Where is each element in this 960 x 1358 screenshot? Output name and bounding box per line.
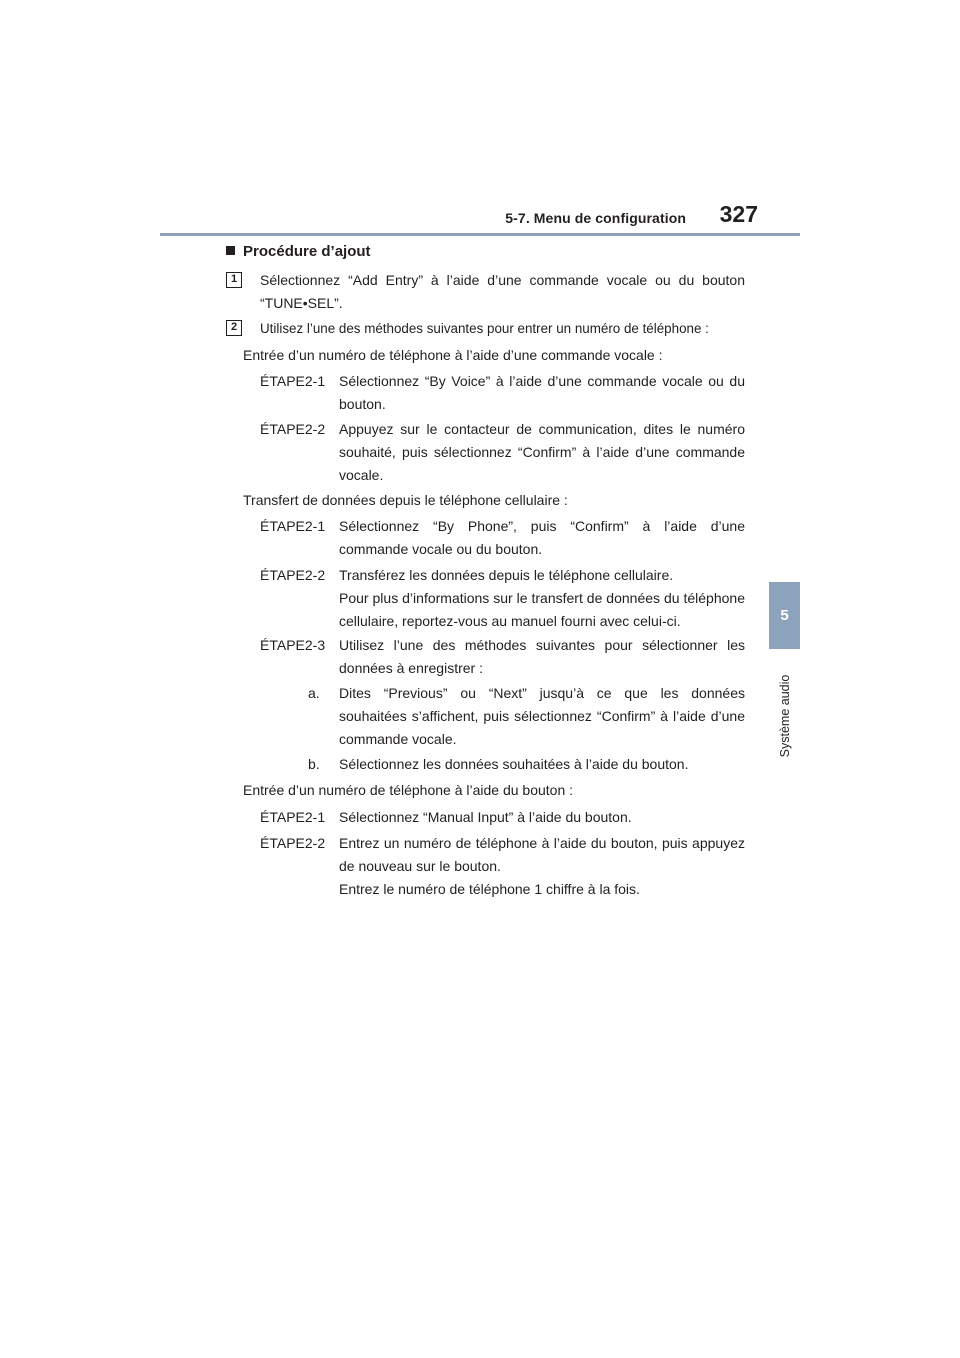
sub-item-text: Dites “Previous” ou “Next” jusqu’à ce que les données souhaitées s’affichent, puis sélectionnez “Confirm” à l’aide d’une commande vocale. xyxy=(339,685,745,747)
substep-note: Pour plus d’informations sur le transfert de données du téléphone cellulaire, reportez-vous au manuel fourni avec celui-ci. xyxy=(339,590,745,629)
chapter-label: Système audio xyxy=(777,674,792,758)
page-header xyxy=(160,198,800,238)
step-text: Utilisez l’une des méthodes suivantes pour entrer un numéro de téléphone : xyxy=(260,321,709,336)
substep-text: Transférez les données depuis le téléphone cellulaire. xyxy=(339,567,674,583)
method-title: Entrée d’un numéro de téléphone à l’aide d’une commande vocale : xyxy=(243,347,663,363)
substep-text: Entrez un numéro de téléphone à l’aide du bouton, puis appuyez de nouveau sur le bouton. xyxy=(339,835,745,874)
step-code: ÉTAPE2-1 xyxy=(260,373,326,389)
step-text: Sélectionnez “Add Entry” à l’aide d’une commande vocale ou du bouton “TUNE•SEL”. xyxy=(260,272,745,311)
section-heading xyxy=(226,243,371,260)
method-title: Entrée d’un numéro de téléphone à l’aide du bouton : xyxy=(243,782,574,798)
substep-text: Appuyez sur le contacteur de communication, dites le numéro souhaité, puis sélectionnez “Confirm” à l’aide d’une commande vocale. xyxy=(339,421,745,483)
chapter-tab xyxy=(769,582,800,649)
sub-item-letter: a. xyxy=(308,685,320,701)
step-code: ÉTAPE2-2 xyxy=(260,567,326,583)
step-number-box: 2 xyxy=(226,320,242,336)
step-number-box: 1 xyxy=(226,272,242,288)
substep-text: Utilisez l’une des méthodes suivantes pour sélectionner les données à enregistrer : xyxy=(339,637,745,676)
step-code: ÉTAPE2-2 xyxy=(260,421,326,437)
substep-text: Sélectionnez “Manual Input” à l’aide du bouton. xyxy=(339,809,632,825)
header-rule xyxy=(160,233,800,236)
step-code: ÉTAPE2-1 xyxy=(260,518,326,534)
sub-item-text: Sélectionnez les données souhaitées à l’aide du bouton. xyxy=(339,756,689,772)
step-code: ÉTAPE2-1 xyxy=(260,809,326,825)
substep-note: Entrez le numéro de téléphone 1 chiffre à la fois. xyxy=(339,881,640,897)
chapter-number: 5 xyxy=(780,607,789,624)
step-code: ÉTAPE2-2 xyxy=(260,835,326,851)
sub-item-letter: b. xyxy=(308,756,320,772)
page-number: 327 xyxy=(719,201,758,227)
step-code: ÉTAPE2-3 xyxy=(260,637,326,653)
chapter-label-container xyxy=(769,662,800,770)
method-title: Transfert de données depuis le téléphone cellulaire : xyxy=(243,492,568,508)
substep-text: Sélectionnez “By Voice” à l’aide d’une commande vocale ou du bouton. xyxy=(339,373,745,412)
section-heading-text: Procédure d’ajout xyxy=(243,243,371,260)
square-bullet-icon xyxy=(226,246,235,255)
section-title: 5-7. Menu de configuration xyxy=(505,210,686,226)
substep-text: Sélectionnez “By Phone”, puis “Confirm” à l’aide d’une commande vocale ou du bouton. xyxy=(339,518,745,557)
